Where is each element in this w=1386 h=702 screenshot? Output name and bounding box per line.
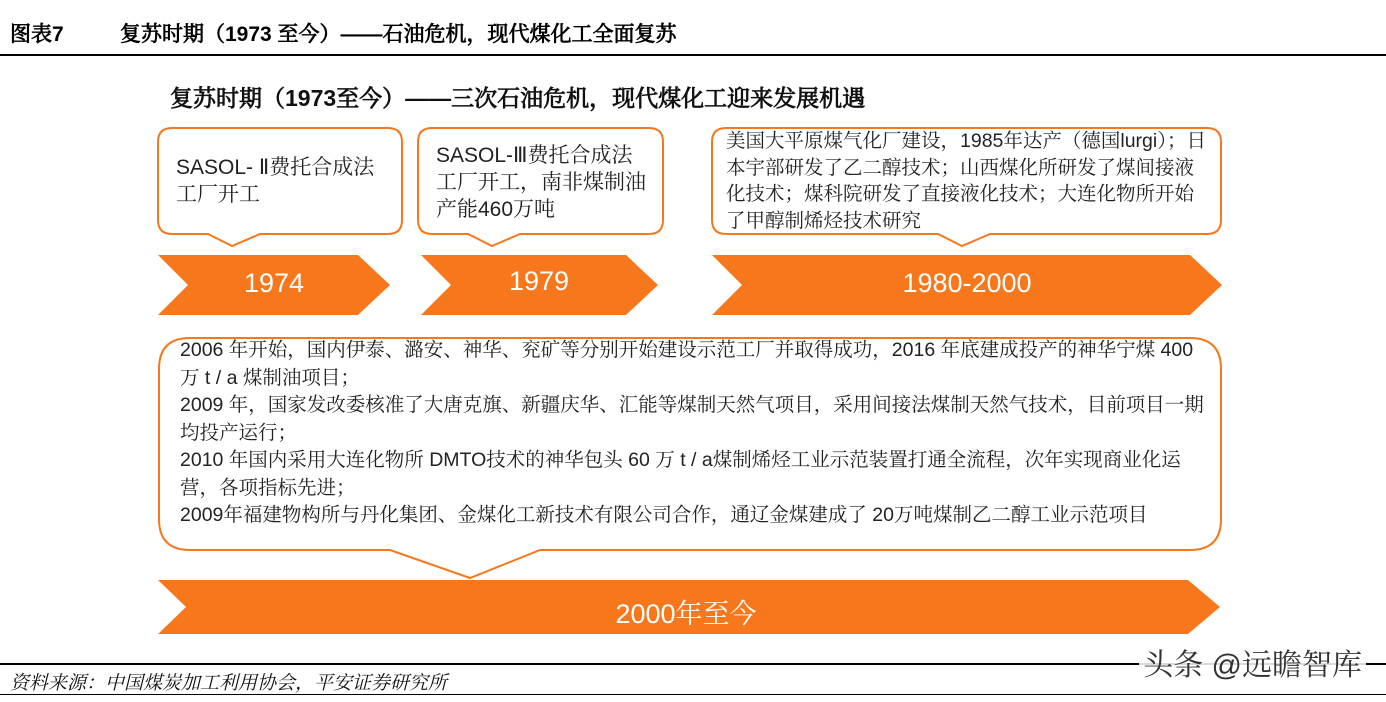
year-label-1974: 1974 bbox=[243, 268, 305, 298]
figure-number: 图表7 bbox=[10, 23, 64, 46]
milestone-text-1980-2000: 美国大平原煤气化厂建设，1985年达产（德国lurgi）；日本宇部研发了乙二醇技术；山西煤化所研发了煤间接液化技术；煤科院研发了直接液化技术；大连化物所开始了甲醇制烯烃技术研究 bbox=[726, 130, 1206, 232]
year-label-1980-2000: 1980-2000 bbox=[902, 268, 1032, 298]
milestone-text-1974: SASOL- Ⅱ费托合成法工厂开工 bbox=[176, 156, 375, 206]
footer-rule-bottom bbox=[0, 694, 1386, 695]
milestone-text-1979: SASOL-Ⅲ费托合成法工厂开工，南非煤制油产能460万吨 bbox=[436, 144, 646, 221]
year-label-2000-present: 2000年至今 bbox=[615, 599, 757, 629]
source-note: 资料来源：中国煤炭加工利用协会，平安证券研究所 bbox=[10, 673, 448, 694]
modern-paragraph: 2009年福建物构所与丹化集团、金煤化工新技术有限公司合作，通辽金煤建成了 20万吨煤制乙二醇工业示范项目 bbox=[180, 504, 1148, 526]
modern-era-text bbox=[180, 337, 1210, 530]
modern-paragraph: 2009 年，国家发改委核准了大唐克旗、新疆庆华、汇能等煤制天然气项目，采用间接法煤制天然气技术，目前项目一期均投产运行； bbox=[180, 394, 1204, 444]
year-label-1979: 1979 bbox=[508, 266, 570, 296]
diagram-subtitle: 复苏时期（1973至今）——三次石油危机，现代煤化工迎来发展机遇 bbox=[170, 85, 866, 111]
modern-paragraph: 2010 年国内采用大连化物所 DMTO技术的神华包头 60 万 t / a煤制烯烃工业示范装置打通全流程，次年实现商业化运营，各项指标先进； bbox=[180, 449, 1181, 499]
watermark: 头条 @远瞻智库 bbox=[1139, 640, 1366, 684]
figure-title: 复苏时期（1973 至今）——石油危机，现代煤化工全面复苏 bbox=[120, 23, 677, 46]
modern-paragraph: 2006 年开始，国内伊泰、潞安、神华、兖矿等分别开始建设示范工厂并取得成功，2016 年底建成投产的神华宁煤 400 万 t / a 煤制油项目； bbox=[180, 339, 1194, 389]
